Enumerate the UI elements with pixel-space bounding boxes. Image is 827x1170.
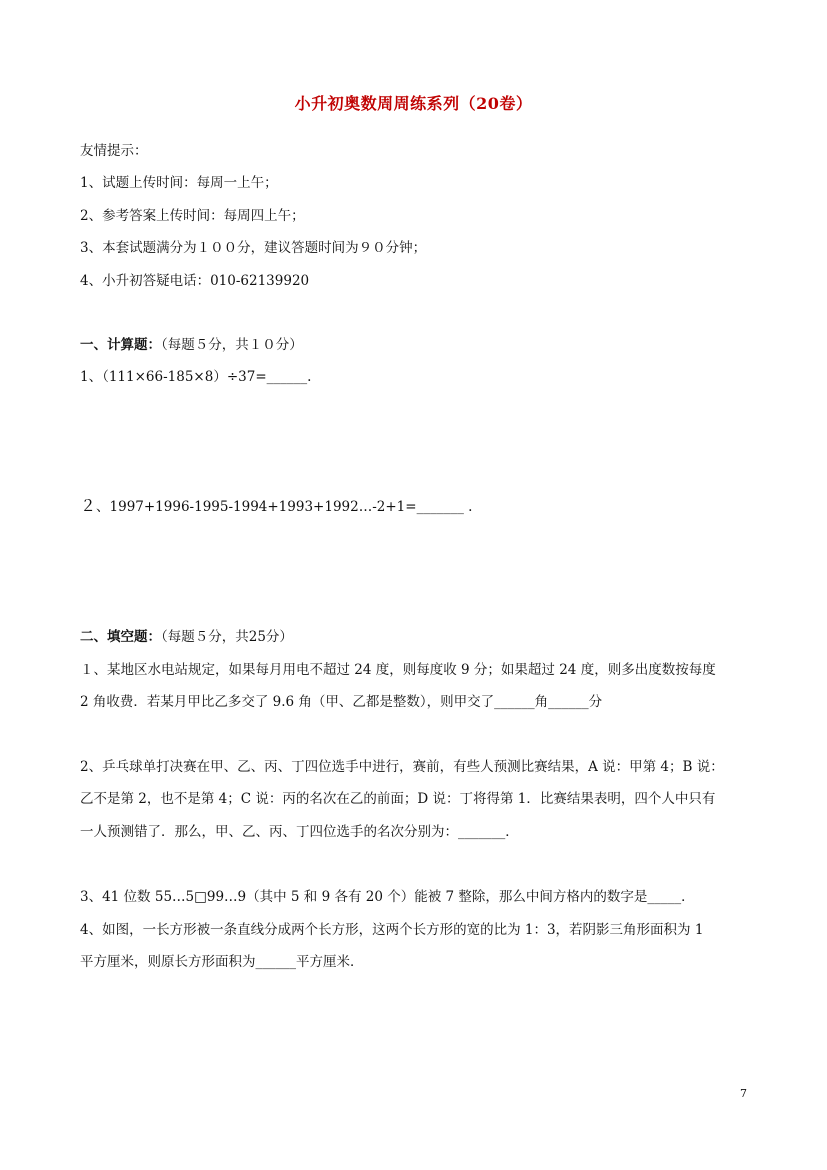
section1-question-1: 1、（111×66-185×8）÷37=______. bbox=[80, 369, 312, 385]
section2-q4-line2: 平方厘米，则原长方形面积为______平方厘米． bbox=[80, 954, 364, 970]
section2-q4-line1: 4、如图，一长方形被一条直线分成两个长方形，这两个长方形的宽的比为 1：3，若阴影三角形面积为 1 bbox=[80, 922, 704, 938]
tips-heading: 友情提示： bbox=[80, 143, 148, 159]
question-2-text: 、1997+1996-1995-1994+1993+1992…-2+1=_______ . bbox=[96, 499, 473, 515]
section1-question-2 bbox=[80, 497, 472, 516]
section2-heading: 二、填空题： bbox=[80, 629, 161, 645]
section2-q1-line1: １、某地区水电站规定，如果每月用电不超过 24 度，则每度收 9 分；如果超过 24 度，则多出度数按每度 bbox=[80, 662, 716, 678]
section2-q2-line1: 2、乒乓球单打决赛在甲、乙、丙、丁四位选手中进行，赛前，有些人预测比赛结果，A 说：甲第 4；B 说： bbox=[80, 759, 724, 775]
section2-header bbox=[80, 628, 293, 646]
section2-q2-line3: 一人预测错了．那么，甲、乙、丙、丁四位选手的名次分别为：_______． bbox=[80, 824, 519, 840]
section2-q1-line2: 2 角收费．若某月甲比乙多交了 9.6 角（甲、乙都是整数），则甲交了______角______分 bbox=[80, 694, 603, 710]
section1-note: （每题５分，共１０分） bbox=[161, 337, 303, 353]
section1-header bbox=[80, 336, 303, 354]
tip-item-3: 3、本套试题满分为１００分，建议答题时间为９０分钟； bbox=[80, 240, 427, 256]
question-2-number: ２ bbox=[80, 496, 97, 515]
section2-note: （每题５分，共25分） bbox=[161, 629, 293, 645]
document-title: 小升初奥数周周练系列（20卷） bbox=[294, 94, 533, 113]
tip-item-1: 1、试题上传时间：每周一上午； bbox=[80, 175, 278, 191]
section1-heading: 一、计算题： bbox=[80, 337, 161, 353]
page-number: 7 bbox=[740, 1087, 747, 1100]
tip-item-4: 4、小升初答疑电话：010-62139920 bbox=[80, 273, 310, 289]
section2-q2-line2: 乙不是第 2，也不是第 4；C 说：丙的名次在乙的前面；D 说：丁将得第 1．比赛结果表明，四个人中只有 bbox=[80, 791, 716, 807]
tip-item-2: 2、参考答案上传时间：每周四上午； bbox=[80, 208, 305, 224]
section2-q3: 3、41 位数 55…5□99…9（其中 5 和 9 各有 20 个）能被 7 整除，那么中间方格内的数字是_____． bbox=[80, 889, 695, 905]
